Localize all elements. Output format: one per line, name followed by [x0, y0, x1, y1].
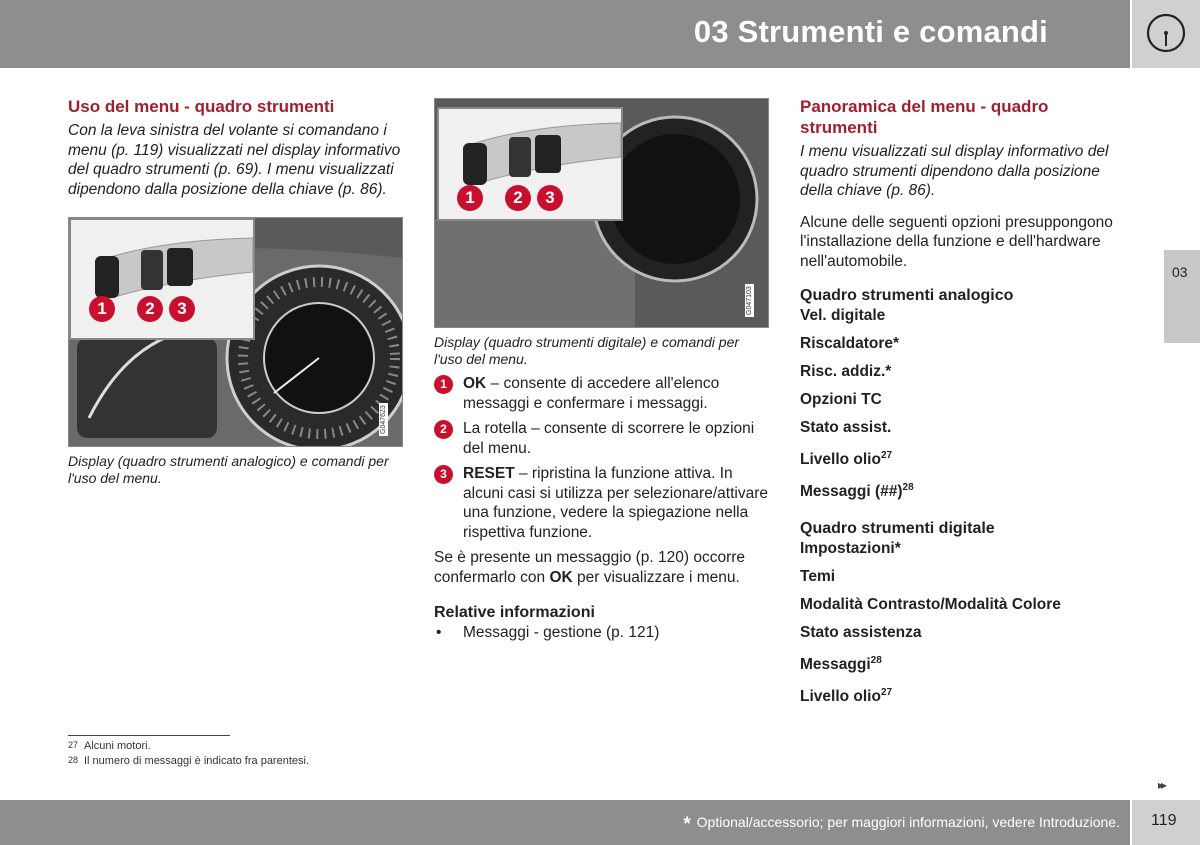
number-badge: 3	[434, 465, 453, 484]
paragraph-keyword: OK	[549, 568, 573, 586]
asterisk-marker: *	[683, 814, 691, 835]
figure-caption: Display (quadro strumenti analogico) e comandi per l'uso del menu.	[68, 453, 389, 486]
page-footer	[0, 800, 1130, 845]
menu-item: Messaggi (##)$^{28}$	[800, 482, 914, 501]
footnote-number: 28	[68, 755, 79, 765]
callout-3: 3	[169, 296, 195, 322]
page-number: 119	[1151, 812, 1177, 829]
item-keyword: OK	[463, 375, 487, 392]
list-item	[434, 464, 769, 542]
chapter-icon-box	[1132, 0, 1200, 68]
related-link[interactable]: • Messaggi - gestione (p. 121)	[434, 623, 769, 643]
section-heading: Uso del menu - quadro strumenti	[68, 97, 335, 116]
digital-menu-list	[800, 539, 1130, 707]
item-text: – ripristina la funzione attiva. In alcuni casi si utilizza per selezionare/attivare una funzione, vedere la spiegazione nella rispettiva funzione.	[463, 465, 768, 541]
menu-item: Riscaldatore*	[800, 335, 900, 352]
section-intro: Con la leva sinistra del volante si comandano i menu (p. 119) visualizzati nel display informativo del quadro strumenti (p. 69). I menu visualizzati dipendono dalla posizione della chiave (p. 86).	[68, 122, 401, 198]
menu-item: Livello olio$^{27}$	[800, 450, 893, 469]
menu-item: Impostazioni*	[800, 540, 901, 558]
callout-2: 2	[137, 296, 163, 322]
menu-item: Modalità Contrasto/Modalità Colore	[800, 596, 1061, 614]
item-text: La rotella – consente di scorrere le opzioni del menu.	[463, 420, 755, 457]
menu-item: Risc. addiz.*	[800, 363, 892, 380]
chapter-title: 03 Strumenti e comandi	[693, 14, 1048, 49]
figure-code: G047103	[746, 286, 753, 315]
callout-1: 1	[457, 185, 483, 211]
column-menu-overview	[800, 96, 1130, 708]
menu-item: Stato assistenza	[800, 624, 922, 642]
item-keyword: RESET	[463, 465, 515, 482]
number-badge: 2	[434, 420, 453, 439]
lever-inset	[437, 107, 623, 221]
footer-note	[683, 814, 1120, 836]
list-item	[434, 374, 769, 413]
paragraph-text: Se è presente un messaggio (p. 120) occorre confermarlo con	[434, 549, 746, 586]
related-heading: Relative informazioni	[434, 604, 595, 621]
list-item	[434, 419, 769, 458]
side-tab-label: 03	[1172, 264, 1188, 280]
item-text: – consente di accedere all'elenco messaggi e confermare i messaggi.	[463, 375, 720, 412]
footnote-text: Alcuni motori.	[84, 740, 151, 752]
footnote-ref: 28	[902, 482, 914, 494]
paragraph-text: per visualizzare i menu.	[572, 568, 740, 586]
footer-text: Optional/accessorio; per maggiori informazioni, vedere Introduzione.	[696, 814, 1120, 830]
footnote-text: Il numero di messaggi è indicato fra parentesi.	[84, 755, 310, 767]
menu-item: Vel. digitale	[800, 307, 886, 324]
lever-inset	[69, 218, 255, 340]
chapter-side-tab	[1164, 250, 1200, 343]
menu-item: Opzioni TC	[800, 391, 882, 408]
double-arrow-right-icon: ▸▸	[1158, 778, 1165, 792]
column-controls	[434, 98, 769, 643]
footnote	[68, 755, 309, 767]
footnote-number: 27	[68, 740, 79, 750]
chapter-header	[0, 0, 1130, 68]
footnote-ref: 27	[880, 687, 893, 699]
footnote-ref: 27	[880, 450, 893, 461]
confirm-paragraph	[434, 548, 769, 587]
analog-heading: Quadro strumenti analogico	[800, 287, 1014, 304]
menu-item: Stato assist.	[800, 419, 892, 436]
callout-1: 1	[89, 296, 115, 322]
section-paragraph: Alcune delle seguenti opzioni presuppongono l'installazione della funzione e dell'hardware nell'automobile.	[800, 213, 1113, 270]
digital-heading: Quadro strumenti digitale	[800, 520, 995, 538]
menu-item: Temi	[800, 568, 836, 586]
footnote-divider	[68, 735, 230, 736]
section-heading: Panoramica del menu - quadro strumenti	[800, 97, 1049, 137]
figure-caption: Display (quadro strumenti digitale) e comandi per l'uso del menu.	[434, 334, 740, 367]
menu-item: Livello olio$^{27}$	[800, 687, 893, 706]
figure-digital-cluster	[434, 98, 769, 328]
menu-item: Messaggi$^{28}$	[800, 655, 882, 674]
figure-analog-cluster	[68, 217, 403, 447]
footnote	[68, 740, 151, 752]
callout-2: 2	[505, 185, 531, 211]
page-number-box	[1132, 800, 1200, 845]
column-menu-usage	[68, 96, 403, 487]
analog-menu-list	[800, 306, 1130, 502]
gauge-icon	[1145, 12, 1187, 54]
number-badge: 1	[434, 375, 453, 394]
footnote-ref: 28	[870, 655, 882, 667]
figure-code: G047623	[380, 405, 387, 434]
section-intro: I menu visualizzati sul display informativo del quadro strumenti dipendono dalla posizione della chiave (p. 86).	[800, 143, 1109, 199]
callout-3: 3	[537, 185, 563, 211]
